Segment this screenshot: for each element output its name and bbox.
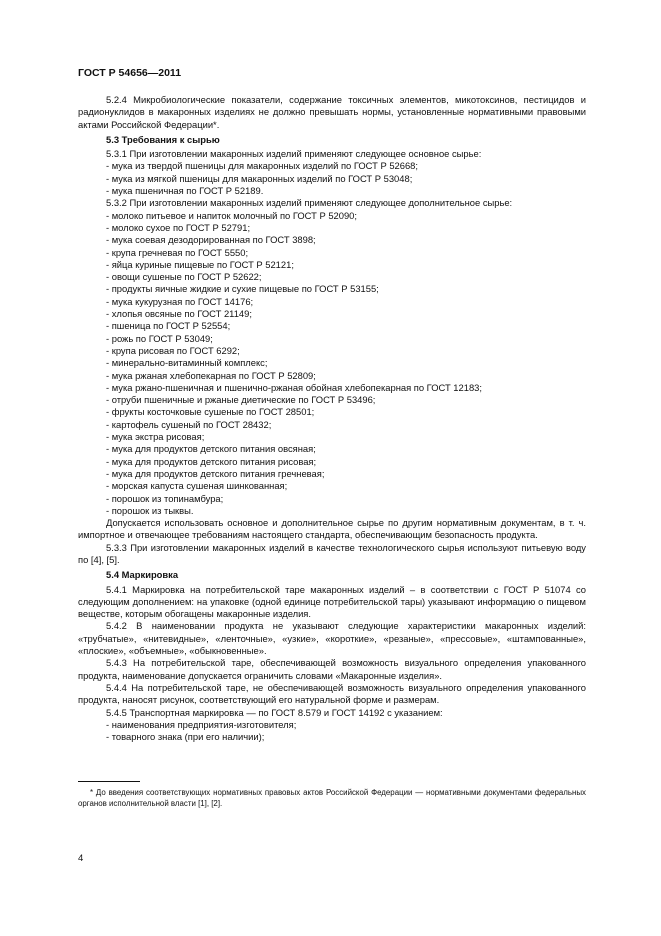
- footnote-divider: [78, 781, 140, 782]
- paragraph-5-3-2: 5.3.2 При изготовлении макаронных изделий применяют следующее дополнительное сырье:: [106, 197, 513, 209]
- list-item: - овощи сушеные по ГОСТ Р 52622;: [106, 271, 262, 283]
- list-item: - продукты яичные жидкие и сухие пищевые по ГОСТ Р 53155;: [106, 283, 379, 295]
- list-item: - картофель сушеный по ГОСТ 28432;: [106, 418, 272, 430]
- list-item: - молоко сухое по ГОСТ Р 52791;: [106, 221, 251, 233]
- section-heading-5-3: 5.3 Требования к сырью: [106, 133, 220, 145]
- page-number: 4: [78, 853, 84, 864]
- document-header: ГОСТ Р 54656—2011: [78, 67, 182, 79]
- paragraph-5-3-1: 5.3.1 При изготовлении макаронных изделий применяют следующее основное сырье:: [106, 148, 482, 160]
- list-item: - яйца куриные пищевые по ГОСТ Р 52121;: [106, 258, 294, 270]
- list-item: - мука кукурузная по ГОСТ 14176;: [106, 295, 254, 307]
- list-item: - фрукты косточковые сушеные по ГОСТ 28501;: [106, 406, 315, 418]
- list-item: - порошок из топинамбура;: [106, 492, 224, 504]
- list-item: - минерально-витаминный комплекс;: [106, 357, 268, 369]
- list-item: - мука ржано-пшеничная и пшенично-ржаная обойная хлебопекарная по ГОСТ 12183;: [106, 381, 482, 393]
- list-item: - мука для продуктов детского питания овсяная;: [106, 443, 316, 455]
- list-item: - мука для продуктов детского питания гречневая;: [106, 467, 325, 479]
- paragraph-5-4-1: 5.4.1 Маркировка на потребительской таре макаронных изделий – в соответствии с ГОСТ Р 51074 со следующим дополнением: на упаковке (одной единице потребительской тары) указывают информацию о пищевом веществе, которым обогащены макаронные изделия.: [78, 583, 586, 620]
- paragraph-allowance: Допускается использовать основное и дополнительное сырье по другим нормативным документам, в т. ч. импортное и отвечающее требованиям настоящего стандарта, обеспечивающим безопасность продукта.: [78, 517, 586, 541]
- list-item: - мука ржаная хлебопекарная по ГОСТ Р 52809;: [106, 369, 316, 381]
- footnote: * До введения соответствующих нормативных правовых актов Российской Федерации — нормативными документами федеральных органов исполнительной власти [1], [2].: [78, 788, 586, 808]
- paragraph-5-4-5: 5.4.5 Транспортная маркировка — по ГОСТ 8.579 и ГОСТ 14192 с указанием:: [106, 706, 443, 718]
- list-item: - наименования предприятия-изготовителя;: [106, 718, 297, 730]
- document-body: [78, 94, 586, 743]
- paragraph-5-3-3: 5.3.3 При изготовлении макаронных изделий в качестве технологического сырья используют питьевую воду по [4], [5].: [78, 541, 586, 565]
- list-item: - порошок из тыквы.: [106, 504, 194, 516]
- transport-marking-list: [78, 719, 586, 744]
- list-item: - мука из твердой пшеницы для макаронных изделий по ГОСТ Р 52668;: [106, 160, 419, 172]
- list-item: - морская капуста сушеная шинкованная;: [106, 480, 288, 492]
- list-item: - крупа рисовая по ГОСТ 6292;: [106, 344, 240, 356]
- paragraph-5-4-2: 5.4.2 В наименовании продукта не указывают следующие характеристики макаронных изделий: «трубчатые», «нитевидные», «ленточные», «узкие», «короткие», «резаные», «прессовые», «штампованные», «плоские», «объемные», «обыкновенные».: [78, 620, 586, 657]
- list-item: - мука для продуктов детского питания рисовая;: [106, 455, 317, 467]
- list-item: - товарного знака (при его наличии);: [106, 731, 265, 743]
- list-item: - мука экстра рисовая;: [106, 431, 205, 443]
- list-item: - мука из мягкой пшеницы для макаронных изделий по ГОСТ Р 53048;: [106, 172, 413, 184]
- additional-raw-materials-list: [78, 210, 586, 517]
- list-item: - рожь по ГОСТ Р 53049;: [106, 332, 213, 344]
- paragraph-5-4-3: 5.4.3 На потребительской таре, обеспечивающей возможность визуального определения упакованного продукта, наименование допускается ограничить словами «Макаронные изделия».: [78, 657, 586, 681]
- list-item: - мука соевая дезодорированная по ГОСТ 3898;: [106, 234, 316, 246]
- list-item: - молоко питьевое и напиток молочный по ГОСТ Р 52090;: [106, 209, 357, 221]
- list-item: - отруби пшеничные и ржаные диетические по ГОСТ Р 53496;: [106, 394, 376, 406]
- list-item: - мука пшеничная по ГОСТ Р 52189.: [106, 185, 264, 197]
- list-item: - хлопья овсяные по ГОСТ 21149;: [106, 308, 252, 320]
- list-item: - крупа гречневая по ГОСТ 5550;: [106, 246, 249, 258]
- paragraph-5-2-4: 5.2.4 Микробиологические показатели, содержание токсичных элементов, микотоксинов, пестицидов и радионуклидов в макаронных изделиях не должно превышать нормы, установленные нормативными правовыми актами Российской Федерации*.: [78, 94, 586, 130]
- main-raw-materials-list: [78, 160, 586, 197]
- list-item: - пшеница по ГОСТ Р 52554;: [106, 320, 231, 332]
- section-heading-5-4: 5.4 Маркировка: [106, 569, 179, 581]
- paragraph-5-4-4: 5.4.4 На потребительской таре, не обеспечивающей возможность визуального определения упакованного продукта, наносят рисунок, соответствующий его натуральной форме и размерам.: [78, 681, 586, 706]
